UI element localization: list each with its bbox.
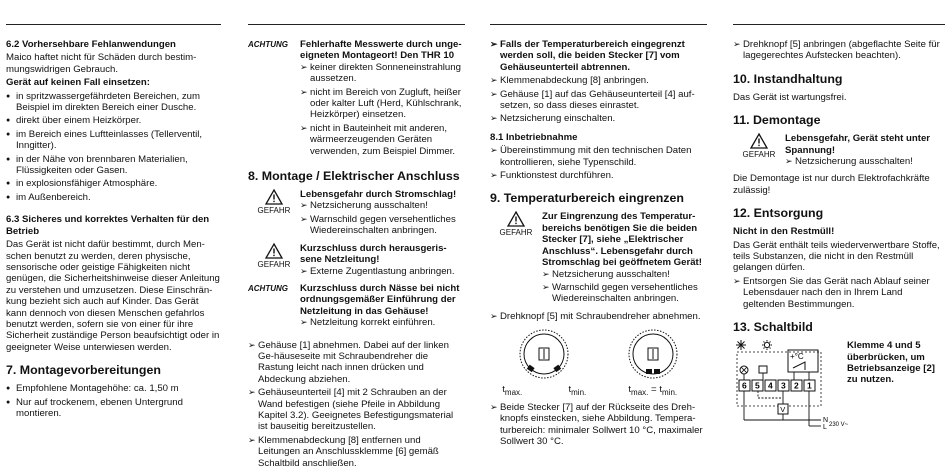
gefahr-block-1 (248, 189, 465, 239)
column-rule (490, 24, 707, 25)
terminal-label: 1 (807, 380, 812, 391)
voltage-label: 230 V~ (829, 422, 849, 429)
terminal-label: 6 (742, 380, 747, 391)
section-6-2-title: 6.2 Vorhersehbare Fehlanwendungen (6, 39, 176, 50)
list-item: ➢ Entsorgen Sie das Gerät nach Ablauf seiner Lebensdauer nach den in Ihrem Land geltenden Bestimmungen. (733, 276, 945, 310)
valve-label: V (780, 405, 786, 415)
list-item: ● direkt über einem Heizkörper. (6, 115, 221, 126)
column-2 (248, 24, 465, 471)
section-12-bold: Nicht in den Restmüll! (733, 226, 835, 238)
list-item: ➢ Drehknopf [5] anbringen (abgeflachte Seite für lagegerechtes Aufstecken beachten). (733, 39, 945, 62)
list-item: ➢ Gehäuseunterteil [4] mit 2 Schrauben an der Wand befestigen (siehe Pfeile in Abbildung Kapitel 3.2). Geeignetes Befestigungsmaterial ist bauseitig bereitzustellen. (248, 387, 465, 433)
heating-symbol-icon (736, 340, 746, 350)
warning-triangle-icon (265, 243, 283, 259)
list-item: ➢ Beide Stecker [7] auf der Rückseite des Dreh-knopfs einstecken, siehe Abbildung. Tempera-turbereich: minimaler Sollwert 10 °C, maximaler Sollwert 30 °C. (490, 402, 707, 448)
column-rule (6, 24, 221, 25)
wiring-note: Klemme 4 und 5 überbrücken, um Betriebsanzeige [2] zu nutzen. (847, 340, 935, 386)
section-8-1-title: 8.1 Inbetriebnahme (490, 131, 578, 143)
gefahr-title: Lebensgefahr durch Stromschlag! (300, 189, 457, 201)
dial-tmin-label: $t_{min.}$ (568, 383, 587, 397)
list-item: ● Empfohlene Montagehöhe: ca. 1,50 m (6, 383, 221, 394)
list-item: ➢ nicht in Bauteinheit mit anderen, wärmeerzeugenden Geräten verwenden, zum Beispiel Dimmer. (300, 123, 465, 157)
gefahr-label: GEFAHR (499, 228, 533, 238)
list-item: ● in der Nähe von brennbaren Materialien, Flüssigkeiten oder Gasen. (6, 154, 221, 177)
gefahr-label: GEFAHR (257, 206, 291, 216)
commissioning-list (490, 145, 707, 181)
column-1 (6, 24, 221, 421)
section-6-2-intro: Maico haftet nicht für Schäden durch bestim-mungswidrigen Gebrauch. (6, 52, 197, 75)
list-item: ➢ nicht im Bereich von Zugluft, heißer oder kalter Luft (Herd, Kühlschrank, Heizkörper) einsetzen. (300, 87, 465, 121)
dial-illustration (490, 328, 707, 398)
list-item: ➢ Netzsicherung ausschalten! (300, 200, 465, 211)
knob-dial-icon (618, 328, 688, 380)
section-7-title: 7. Montagevorbereitungen (6, 363, 161, 378)
dial-range-fixed (607, 328, 699, 398)
section-12-text: Das Gerät enthält teils wiederverwertbare Stoffe, teils Substanzen, die nicht in den Restmüll gelangen dürfen. (733, 239, 940, 274)
gefahr-title: Lebensgefahr, Gerät steht unter Spannung! (785, 133, 931, 156)
misuse-list (6, 91, 221, 204)
mounting-steps (248, 340, 465, 469)
list-item: ➢ Externe Zugentlastung anbringen. (300, 266, 465, 277)
section-12-title: 12. Entsorgung (733, 206, 824, 221)
achtung-block (248, 39, 465, 159)
list-item: ➢ Klemmenabdeckung [8] anbringen. (490, 75, 707, 86)
connection-steps (490, 39, 707, 125)
warning-triangle-icon (507, 211, 525, 227)
warning-triangle-icon (265, 189, 283, 205)
list-item: ➢ Netzleitung korrekt einführen. (300, 317, 465, 328)
dial-tmax-equals-tmin-label: $t_{max.} = t_{min.}$ (628, 383, 678, 397)
section-10-text: Das Gerät ist wartungsfrei. (733, 91, 847, 103)
gefahr-label: GEFAHR (742, 150, 776, 160)
thermostat-symbol: +°C (790, 352, 804, 362)
section-6-2-warning: Gerät auf keinen Fall einsetzen: (6, 77, 150, 89)
section-11-text: Die Demontage ist nur durch Elektrofachkräfte zulässig! (733, 173, 930, 196)
section-8-title: 8. Montage / Elektrischer Anschluss (248, 169, 460, 184)
line-label: L (823, 424, 827, 432)
achtung-title: Fehlerhafte Messwerte durch unge-eigneten Montageort! Den THR 10 (300, 39, 462, 62)
list-item: ➢ Warnschild gegen versehentliches Wiedereinschalten anbringen. (542, 282, 707, 305)
list-item: ● in explosionsfähiger Atmosphäre. (6, 178, 221, 189)
list-item: ● Nur auf trockenem, ebenen Untergrund montieren. (6, 397, 221, 420)
terminal-label: 3 (781, 380, 786, 391)
column-rule (248, 24, 465, 25)
list-item: ● im Außenbereich. (6, 192, 221, 203)
list-item: ➢ Gehäuse [1] auf das Gehäuseunterteil [4] auf-setzen, so dass dieses einrastet. (490, 89, 707, 112)
list-item: ➢ Funktionstest durchführen. (490, 170, 707, 181)
section-11-title: 11. Demontage (733, 113, 821, 128)
gefahr-block-4 (733, 133, 945, 169)
section-9-title: 9. Temperaturbereich eingrenzen (490, 191, 684, 206)
gefahr-block-2 (248, 243, 465, 279)
section-13-title: 13. Schaltbild (733, 320, 813, 335)
mounting-prep-list (6, 383, 221, 419)
wiring-diagram (733, 340, 849, 432)
gefahr-block-3 (490, 211, 707, 306)
list-item: ➢ Drehknopf [5] mit Schraubendreher abnehmen. (490, 311, 707, 322)
column-4 (733, 24, 945, 432)
sun-symbol-icon (762, 340, 772, 350)
knob-dial-icon (509, 328, 579, 380)
dial-range-limited (498, 328, 590, 398)
achtung-block-2 (248, 283, 465, 331)
list-item: ● in spritzwassergefährdeten Bereichen, zum Beispiel im direkten Bereich einer Dusche. (6, 91, 221, 114)
list-item: ➢ Gehäuse [1] abnehmen. Dabei auf der linken Ge-häuseseite mit Schraubendreher die Rastung leicht nach innen drücken und Abdeckung abziehen. (248, 340, 465, 386)
achtung-label: ACHTUNG (248, 40, 288, 49)
list-item: ➢ Netzsicherung einschalten. (490, 113, 707, 124)
list-item: ➢ keiner direkten Sonneneinstrahlung aussetzen. (300, 62, 465, 85)
dial-tmax-label: $t_{max.}$ (502, 383, 523, 397)
warning-triangle-icon (750, 133, 768, 149)
terminal-label: 4 (768, 380, 773, 391)
list-item: ➢ Falls der Temperaturbereich eingegrenzt werden soll, die beiden Stecker [7] vom Gehäuseunterteil abtrennen. (490, 39, 707, 73)
gefahr-title: Zur Eingrenzung des Temperatur-bereichs benötigen Sie die beiden Stecker [7], siehe „Elektrischer Anschluss“. Lebensgefahr durch Stromschlag bei geöffnetem Gerät! (542, 211, 702, 269)
section-6-3-title: 6.3 Sicheres und korrektes Verhalten für den Betrieb (6, 214, 210, 237)
section-10-title: 10. Instandhaltung (733, 71, 843, 86)
column-rule (733, 24, 945, 25)
terminal-label: 2 (794, 380, 799, 391)
wiring-diagram-block (733, 340, 945, 432)
list-item: ➢ Übereinstimmung mit den technischen Daten kontrollieren, siehe Typenschild. (490, 145, 707, 168)
list-item: ➢ Netzsicherung ausschalten! (785, 156, 945, 167)
list-item: ➢ Klemmenabdeckung [8] entfernen und Leitungen an Anschlussklemme [6] gemäß Schaltbild anschließen. (248, 435, 465, 469)
list-item: ➢ Warnschild gegen versehentliches Wiedereinschalten anbringen. (300, 214, 465, 237)
list-item: ● im Bereich eines Luftteinlasses (Tellerventil, Inngitter). (6, 129, 221, 152)
gefahr-title: Kurzschluss durch herausgeris-sene Netzleitung! (300, 242, 447, 266)
gefahr-label: GEFAHR (257, 259, 291, 269)
achtung-label: ACHTUNG (248, 283, 288, 293)
list-item: ➢ Netzsicherung ausschalten! (542, 269, 707, 280)
column-3 (490, 24, 707, 449)
achtung-title: Kurzschluss durch Nässe bei nicht ordnungsgemäßer Einführung der Netzleitung in das Gehäuse! (300, 282, 460, 317)
section-6-3-text: Das Gerät ist nicht dafür bestimmt, durch Men-schen benutzt zu werden, deren physische, sensorische oder geistige Fähigkeiten nicht genügen, die Sicherheitshinweise dieser Anleitung zu verstehen und umzusetzen. Diese Einschrän-kung bezieht sich auch auf Kinder. Das Gerät kann dennoch von diesen Menschen gefahrlos benutzt werden, sofern sie von einer für ihre Sicherheit zuständige Person beaufsichtigt oder in geeigneter Weise unterwiesen werden. (6, 239, 220, 353)
terminal-label: 5 (755, 380, 760, 391)
neutral-label: N (823, 417, 829, 425)
